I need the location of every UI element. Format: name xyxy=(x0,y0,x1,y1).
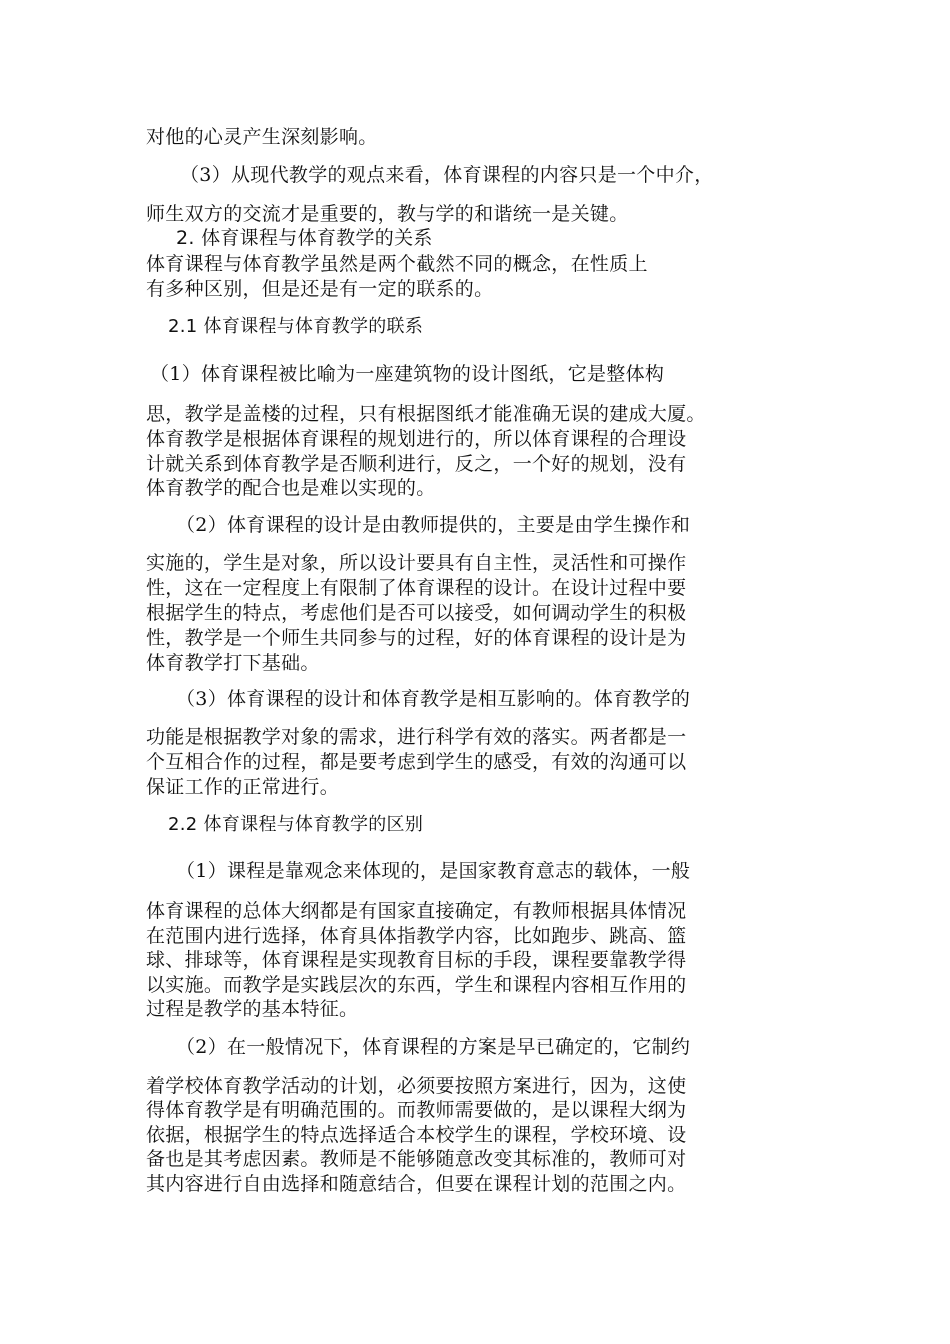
paragraph-line: 以实施。而教学是实践层次的东西，学生和课程内容相互作用的 xyxy=(146,974,687,996)
paragraph-line: 着学校体育教学活动的计划，必须要按照方案进行，因为，这使 xyxy=(146,1075,687,1097)
subsection-heading: 2.1 体育课程与体育教学的联系 xyxy=(168,316,424,337)
subsection-heading: 2.2 体育课程与体育教学的区别 xyxy=(168,814,424,835)
paragraph-line: 得体育教学是有明确范围的。而教师需要做的，是以课程大纲为 xyxy=(146,1099,687,1121)
paragraph-line: 球、排球等，体育课程是实现教育目标的手段，课程要靠教学得 xyxy=(146,949,687,971)
paragraph-line: 体育课程的总体大纲都是有国家直接确定，有教师根据具体情况 xyxy=(146,900,687,922)
paragraph-line: 有多种区别，但是还是有一定的联系的。 xyxy=(146,278,494,300)
paragraph-line: 体育教学是根据体育课程的规划进行的，所以体育课程的合理设 xyxy=(146,428,687,450)
paragraph-line: （3）体育课程的设计和体育教学是相互影响的。体育教学的 xyxy=(176,688,691,710)
paragraph-line: 性，教学是一个师生共同参与的过程，好的体育课程的设计是为 xyxy=(146,627,687,649)
paragraph-line: 过程是教学的基本特征。 xyxy=(146,998,359,1020)
paragraph-line: 体育教学的配合也是难以实现的。 xyxy=(146,477,436,499)
paragraph-line: （1）课程是靠观念来体现的，是国家教育意志的载体，一般 xyxy=(176,860,691,882)
paragraph-line: （3）从现代教学的观点来看，体育课程的内容只是一个中介， xyxy=(180,164,714,186)
paragraph-line: 保证工作的正常进行。 xyxy=(146,776,340,798)
paragraph-line: 师生双方的交流才是重要的，教与学的和谐统一是关键。 xyxy=(146,203,629,225)
paragraph-line: （2）体育课程的设计是由教师提供的，主要是由学生操作和 xyxy=(176,514,691,536)
paragraph-line: 计就关系到体育教学是否顺利进行，反之，一个好的规划，没有 xyxy=(146,453,687,475)
paragraph-line: （1）体育课程被比喻为一座建筑物的设计图纸，它是整体构 xyxy=(150,363,665,385)
paragraph-line: 功能是根据教学对象的需求，进行科学有效的落实。两者都是一 xyxy=(146,726,687,748)
paragraph-line: 备也是其考虑因素。教师是不能够随意改变其标准的，教师可对 xyxy=(146,1148,687,1170)
section-heading: 2. 体育课程与体育教学的关系 xyxy=(176,227,433,249)
paragraph-line: 个互相合作的过程，都是要考虑到学生的感受，有效的沟通可以 xyxy=(146,751,687,773)
paragraph-line: 体育课程与体育教学虽然是两个截然不同的概念，在性质上 xyxy=(146,253,648,275)
paragraph-line: 依据，根据学生的特点选择适合本校学生的课程，学校环境、设 xyxy=(146,1124,687,1146)
paragraph-line: （2）在一般情况下，体育课程的方案是早已确定的，它制约 xyxy=(176,1036,691,1058)
paragraph-line: 对他的心灵产生深刻影响。 xyxy=(146,126,378,148)
paragraph-line: 根据学生的特点，考虑他们是否可以接受，如何调动学生的积极 xyxy=(146,602,687,624)
paragraph-line: 性，这在一定程度上有限制了体育课程的设计。在设计过程中要 xyxy=(146,577,687,599)
paragraph-line: 在范围内进行选择，体育具体指教学内容，比如跑步、跳高、篮 xyxy=(146,925,687,947)
paragraph-line: 体育教学打下基础。 xyxy=(146,652,320,674)
paragraph-line: 其内容进行自由选择和随意结合，但要在课程计划的范围之内。 xyxy=(146,1173,687,1195)
paragraph-line: 实施的，学生是对象，所以设计要具有自主性，灵活性和可操作 xyxy=(146,552,687,574)
paragraph-line: 思，教学是盖楼的过程，只有根据图纸才能准确无误的建成大厦。 xyxy=(146,403,706,425)
